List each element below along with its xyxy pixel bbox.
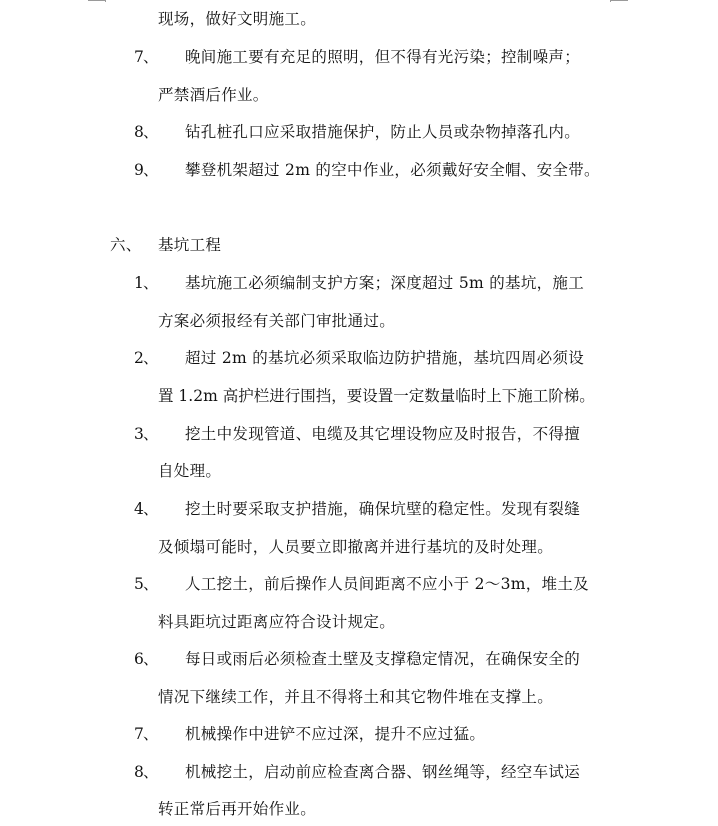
crop-mark-right <box>610 0 628 1</box>
crop-mark-right-vertical <box>610 0 611 2</box>
item-number: 6 <box>134 650 144 668</box>
section-title: 基坑工程 <box>158 236 222 254</box>
item-text-line: 转正常后再开始作业。 <box>158 800 317 818</box>
item-text-line: 超过 2m 的基坑必须采取临边防护措施，基坑四周必须设 <box>185 349 585 367</box>
item-text-line: 自处理。 <box>158 462 222 480</box>
item-number: 9 <box>134 161 144 179</box>
item-number: 7 <box>134 48 144 66</box>
crop-mark-left <box>88 0 106 1</box>
item-text-line: 严禁酒后作业。 <box>158 86 269 104</box>
item-text-line: 钻孔桩孔口应采取措施保护，防止人员或杂物掉落孔内。 <box>185 123 581 141</box>
item-text-line: 及倾塌可能时，人员要立即撤离并进行基坑的及时处理。 <box>158 538 554 556</box>
item-text-line: 机械操作中进铲不应过深，提升不应过猛。 <box>185 725 486 743</box>
item-separator: 、 <box>143 500 159 518</box>
item-separator: 、 <box>143 763 159 781</box>
item-text-line: 每日或雨后必须检查土壁及支撑稳定情况，在确保安全的 <box>185 650 581 668</box>
item-number: 8 <box>134 123 144 141</box>
item-text-line: 机械挖土，启动前应检查离合器、钢丝绳等，经空车试运 <box>185 763 581 781</box>
item-text-line: 料具距坑过距离应符合设计规定。 <box>158 613 396 631</box>
item-number: 5 <box>134 575 144 593</box>
item-text-line: 人工挖土，前后操作人员间距离不应小于 2～3m，堆土及 <box>185 575 589 593</box>
item-separator: 、 <box>143 425 159 443</box>
item-text-line: 情况下继续工作，并且不得将土和其它物件堆在支撑上。 <box>158 688 554 706</box>
crop-mark-left-vertical <box>105 0 106 2</box>
paragraph-line: 现场，做好文明施工。 <box>158 10 317 28</box>
item-text-line: 晚间施工要有充足的照明，但不得有光污染；控制噪声； <box>185 48 581 66</box>
item-number: 3 <box>134 425 144 443</box>
item-separator: 、 <box>143 725 159 743</box>
item-separator: 、 <box>143 48 159 66</box>
item-number: 8 <box>134 763 144 781</box>
item-separator: 、 <box>143 161 159 179</box>
section-number: 六、 <box>110 236 142 254</box>
item-separator: 、 <box>143 650 159 668</box>
item-text-line: 挖土时要采取支护措施，确保坑壁的稳定性。发现有裂缝 <box>185 500 581 518</box>
item-number: 4 <box>134 500 144 518</box>
item-separator: 、 <box>143 575 159 593</box>
item-text-line: 基坑施工必须编制支护方案；深度超过 5m 的基坑，施工 <box>185 274 585 292</box>
item-text-line: 攀登机架超过 2m 的空中作业，必须戴好安全帽、安全带。 <box>185 161 600 179</box>
item-number: 1 <box>134 274 144 292</box>
item-text-line: 方案必须报经有关部门审批通过。 <box>158 312 396 330</box>
item-text-line: 置 1.2m 高护栏进行围挡，要设置一定数量临时上下施工阶梯。 <box>158 387 595 405</box>
item-separator: 、 <box>143 274 159 292</box>
item-separator: 、 <box>143 123 159 141</box>
item-number: 7 <box>134 725 144 743</box>
item-separator: 、 <box>143 349 159 367</box>
item-text-line: 挖土中发现管道、电缆及其它埋设物应及时报告，不得擅 <box>185 425 581 443</box>
item-number: 2 <box>134 349 144 367</box>
